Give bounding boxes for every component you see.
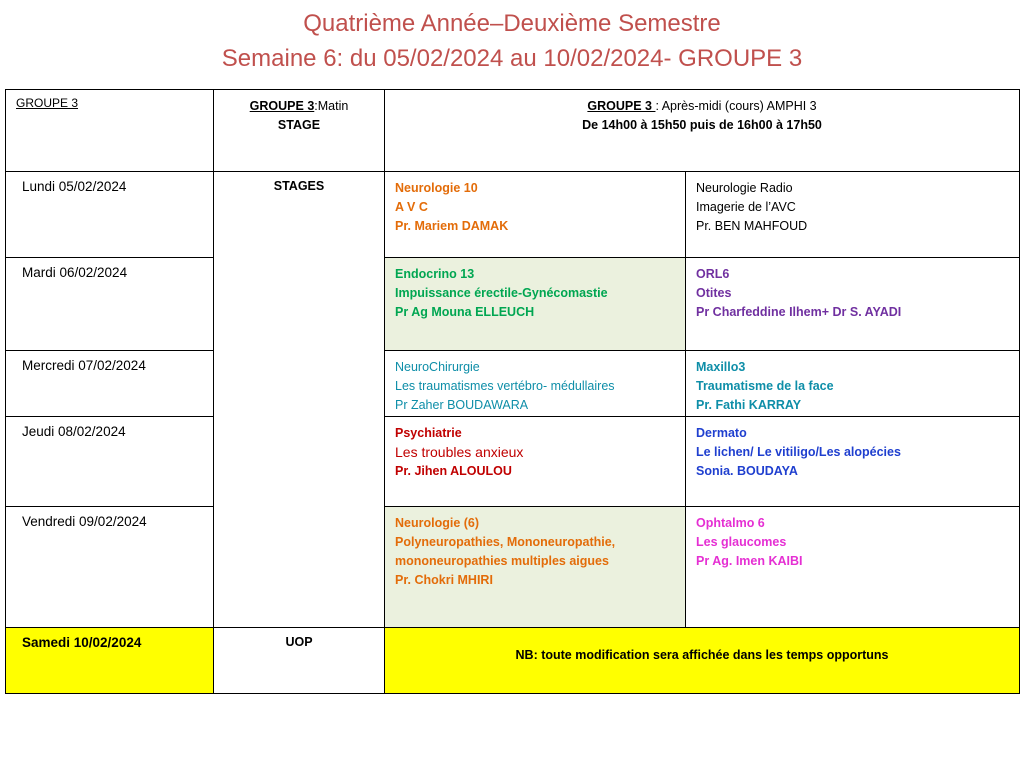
header-matin-cell xyxy=(214,90,385,172)
course-title: Neurologie Radio xyxy=(696,181,793,195)
header-am-hours: De 14h00 à 15h50 puis de 16h00 à 17h50 xyxy=(582,118,822,132)
course-topic: Les troubles anxieux xyxy=(395,444,524,460)
course-cell xyxy=(686,507,1020,628)
stages-cell: STAGES xyxy=(214,172,385,628)
header-group-label: GROUPE 3 xyxy=(16,96,79,110)
course-title: Psychiatrie xyxy=(395,426,462,440)
note-cell: NB: toute modification sera affichée dans les temps opportuns xyxy=(385,628,1020,694)
course-cell xyxy=(686,417,1020,507)
course-title: Ophtalmo 6 xyxy=(696,516,765,530)
course-cell xyxy=(686,172,1020,258)
course-teacher: Pr. BEN MAHFOUD xyxy=(696,219,808,233)
course-teacher: Pr. Jihen ALOULOU xyxy=(395,464,512,478)
course-topic: Impuissance érectile-Gynécomastie xyxy=(395,286,608,300)
header-matin-group: GROUPE 3 xyxy=(249,99,315,113)
day-cell: Mardi 06/02/2024 xyxy=(6,258,214,351)
page-subtitle: Semaine 6: du 05/02/2024 au 10/02/2024- GROUPE 3 xyxy=(221,45,803,72)
course-teacher: Sonia. BOUDAYA xyxy=(696,464,798,478)
header-matin-suffix: :Matin xyxy=(314,99,349,113)
course-cell xyxy=(385,351,686,417)
saturday-row xyxy=(6,628,1020,694)
course-cell xyxy=(686,258,1020,351)
course-title: Maxillo3 xyxy=(696,360,746,374)
course-topic-cont: mononeuropathies multiples aigues xyxy=(395,554,609,568)
course-teacher: Pr Zaher BOUDAWARA xyxy=(395,398,529,412)
day-cell: Mercredi 07/02/2024 xyxy=(6,351,214,417)
header-group-cell xyxy=(6,90,214,172)
table-row xyxy=(6,258,1020,351)
day-cell: Vendredi 09/02/2024 xyxy=(6,507,214,628)
table-row xyxy=(6,351,1020,417)
table-row xyxy=(6,417,1020,507)
course-title: Neurologie 10 xyxy=(395,181,478,195)
course-teacher: Pr Charfeddine Ilhem+ Dr S. AYADI xyxy=(696,305,902,319)
course-teacher: Pr Ag Mouna ELLEUCH xyxy=(395,305,535,319)
course-topic: Polyneuropathies, Mononeuropathie, xyxy=(395,535,616,549)
course-title: Endocrino 13 xyxy=(395,267,475,281)
table-row xyxy=(6,172,1020,258)
course-teacher: Pr Ag. Imen KAIBI xyxy=(696,554,803,568)
header-am-suffix: : Après-midi (cours) AMPHI 3 xyxy=(655,99,817,113)
day-cell: Lundi 05/02/2024 xyxy=(6,172,214,258)
course-teacher: Pr. Fathi KARRAY xyxy=(696,398,802,412)
course-teacher: Pr. Chokri MHIRI xyxy=(395,573,493,587)
course-cell xyxy=(686,351,1020,417)
day-cell: Jeudi 08/02/2024 xyxy=(6,417,214,507)
course-title: Dermato xyxy=(696,426,747,440)
course-title: Neurologie (6) xyxy=(395,516,480,530)
header-afternoon-cell xyxy=(385,90,1020,172)
course-topic: Imagerie de l’AVC xyxy=(696,200,796,214)
course-topic: Les glaucomes xyxy=(696,535,787,549)
course-cell xyxy=(385,507,686,628)
uop-cell: UOP xyxy=(214,628,385,694)
header-row xyxy=(6,90,1020,172)
course-cell xyxy=(385,417,686,507)
course-topic: A V C xyxy=(395,200,428,214)
course-topic: Le lichen/ Le vitiligo/Les alopécies xyxy=(696,445,901,459)
course-title: NeuroChirurgie xyxy=(395,360,480,374)
header-am-group: GROUPE 3 xyxy=(587,99,656,113)
header-matin-label: STAGE xyxy=(277,118,321,132)
page-title: Quatrième Année–Deuxième Semestre xyxy=(303,10,721,37)
day-cell: Samedi 10/02/2024 xyxy=(6,628,214,694)
course-cell xyxy=(385,258,686,351)
schedule-table xyxy=(5,89,1020,694)
table-row xyxy=(6,507,1020,628)
course-teacher: Pr. Mariem DAMAK xyxy=(395,219,509,233)
course-title: ORL6 xyxy=(696,267,730,281)
course-topic: Otites xyxy=(696,286,732,300)
course-cell xyxy=(385,172,686,258)
course-topic: Les traumatismes vertébro- médullaires xyxy=(395,379,615,393)
course-topic: Traumatisme de la face xyxy=(696,379,834,393)
